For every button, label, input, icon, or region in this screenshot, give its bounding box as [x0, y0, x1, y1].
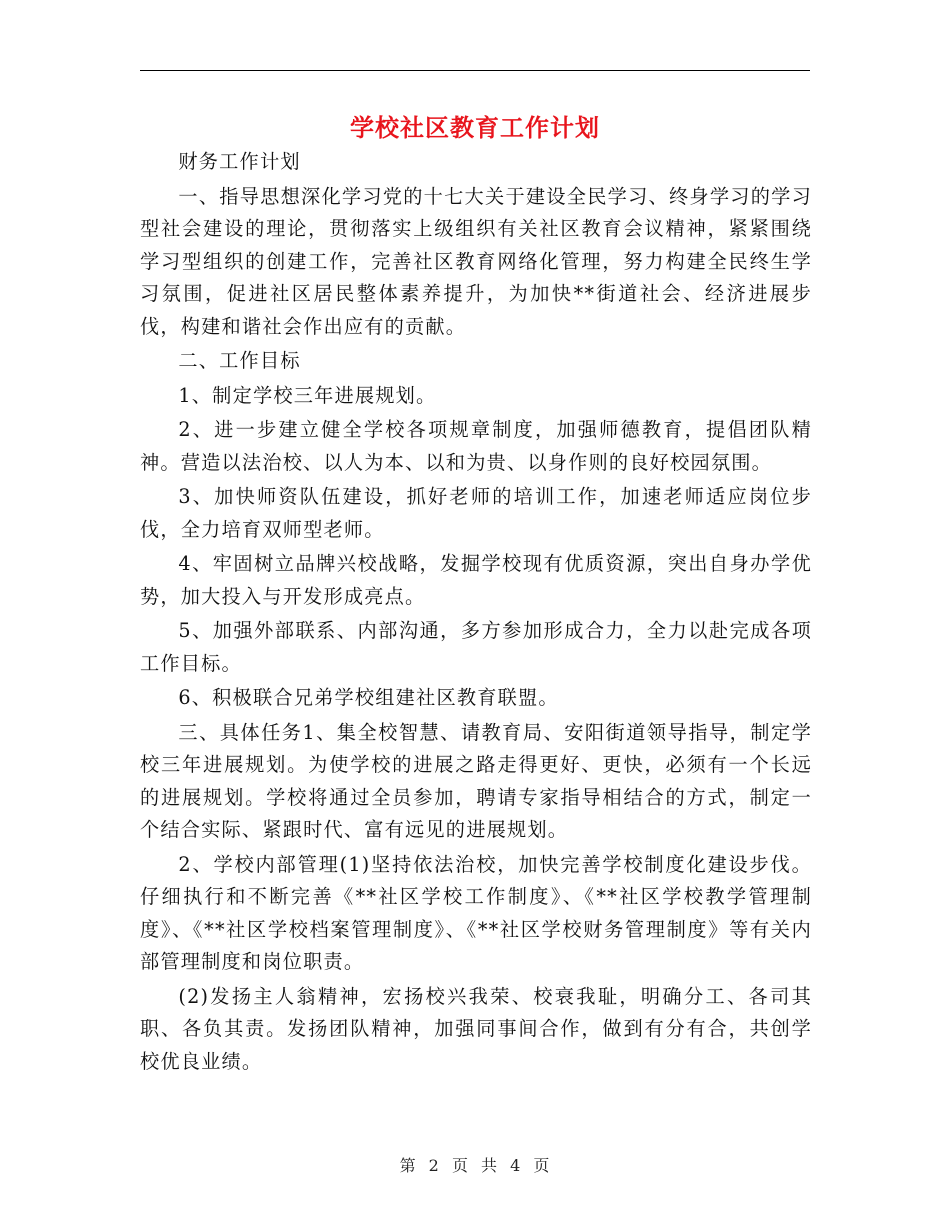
paragraph-goal-4: 4、牢固树立品牌兴校战略，发掘学校现有优质资源，突出自身办学优势，加大投入与开发形成亮点。 — [140, 552, 812, 608]
paragraph-guiding-ideology: 一、指导思想深化学习党的十七大关于建设全民学习、终身学习的学习型社会建设的理论，贯彻落实上级组织有关社区教育会议精神，紧紧围绕学习型组织的创建工作，完善社区教育网络化管理，努力构建全民终生学习氛围，促进社区居民整体素养提升，为加快**街道社会、经济进展步伐，构建和谐社会作出应有的贡献。 — [140, 184, 812, 338]
paragraph-tasks: 三、具体任务1、集全校智慧、请教育局、安阳街道领导指导，制定学校三年进展规划。为使学校的进展之路走得更好、更快，必须有一个长远的进展规划。学校将通过全员参加，聘请专家指导相结合的方式，制定一个结合实际、紧跟时代、富有远见的进展规划。 — [140, 720, 812, 841]
paragraph-goal-5: 5、加强外部联系、内部沟通，多方参加形成合力，全力以赴完成各项工作目标。 — [140, 619, 812, 675]
paragraph-team-spirit: (2)发扬主人翁精神，宏扬校兴我荣、校衰我耻，明确分工、各司其职、各负其责。发扬团队精神，加强同事间合作，做到有分有合，共创学校优良业绩。 — [140, 984, 812, 1073]
document-body — [140, 146, 812, 1080]
paragraph-internal-management: 2、学校内部管理(1)坚持依法治校，加快完善学校制度化建设步伐。仔细执行和不断完善《**社区学校工作制度》、《**社区学校教学管理制度》、《**社区学校档案管理制度》、《**社区学校财务管理制度》等有关内部管理制度和岗位职责。 — [140, 852, 812, 973]
document-title: 学校社区教育工作计划 — [350, 113, 600, 142]
paragraph-goal-2: 2、进一步建立健全学校各项规章制度，加强师德教育，提倡团队精神。营造以法治校、以人为本、以和为贵、以身作则的良好校园氛围。 — [140, 418, 812, 474]
header-rule — [140, 70, 810, 71]
paragraph-subtitle: 财务工作计划 — [178, 150, 301, 173]
paragraph-goal-1: 1、制定学校三年进展规划。 — [178, 383, 437, 407]
paragraph-goal-3: 3、加快师资队伍建设，抓好老师的培训工作，加速老师适应岗位步伐，全力培育双师型老师。 — [140, 485, 812, 541]
paragraph-goal-6: 6、积极联合兄弟学校组建社区教育联盟。 — [178, 686, 559, 709]
paragraph-section-goals: 二、工作目标 — [178, 349, 301, 372]
page-number: 第 2 页 共 4 页 — [399, 1156, 551, 1175]
